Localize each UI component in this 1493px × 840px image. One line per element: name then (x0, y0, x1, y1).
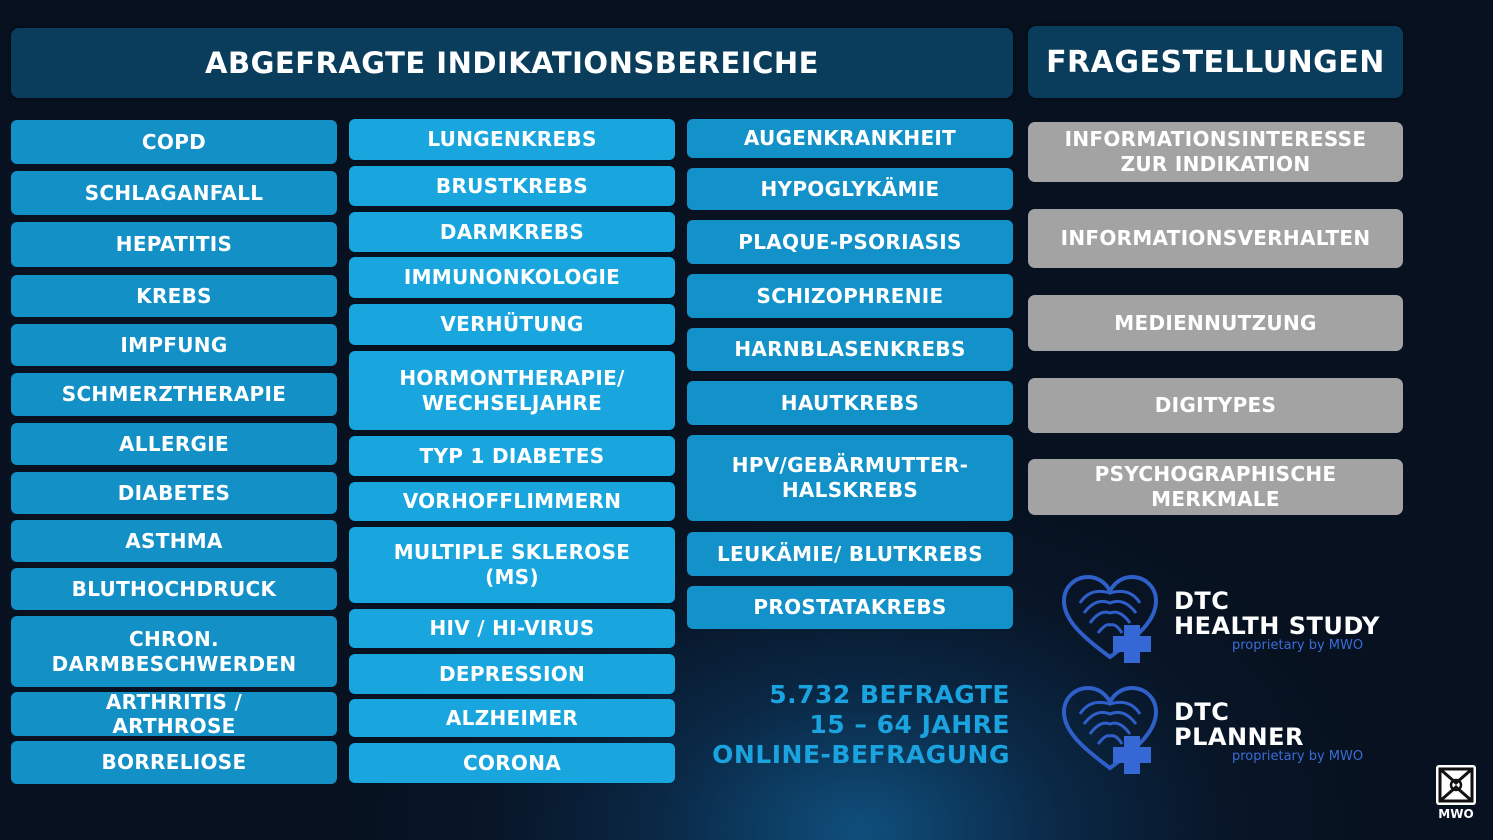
logo-title-line2: PLANNER (1174, 723, 1305, 751)
indication-item: CORONA (349, 743, 675, 783)
indication-item: VORHOFFLIMMERN (349, 482, 675, 521)
indication-item: PROSTATAKREBS (687, 586, 1013, 629)
indication-item: CHRON. DARMBESCHWERDEN (11, 616, 337, 687)
indication-item: ARTHRITIS / ARTHROSE (11, 692, 337, 736)
indication-item: KREBS (11, 275, 337, 317)
indication-item: MULTIPLE SKLEROSE (MS) (349, 527, 675, 603)
dtc-planner-logo (1060, 684, 1390, 774)
indication-item: SCHIZOPHRENIE (687, 274, 1013, 318)
indication-item: LUNGENKREBS (349, 119, 675, 160)
indication-item: HARNBLASENKREBS (687, 328, 1013, 371)
indication-item: HEPATITIS (11, 222, 337, 267)
indication-item: IMPFUNG (11, 324, 337, 366)
indication-item: BLUTHOCHDRUCK (11, 568, 337, 610)
indication-item: COPD (11, 120, 337, 164)
indication-item: HAUTKREBS (687, 381, 1013, 425)
indication-item: VERHÜTUNG (349, 304, 675, 345)
dtc-health-study-logo (1060, 573, 1390, 663)
indications-header-text: ABGEFRAGTE INDIKATIONSBEREICHE (205, 46, 819, 80)
indication-item: PLAQUE-PSORIASIS (687, 220, 1013, 264)
indication-item: DIABETES (11, 472, 337, 514)
logo-tagline: proprietary by MWO (1232, 749, 1364, 764)
questions-header (1028, 26, 1403, 98)
indication-item: AUGENKRANKHEIT (687, 119, 1013, 158)
indication-item: LEUKÄMIE/ BLUTKREBS (687, 532, 1013, 576)
question-item: PSYCHOGRAPHISCHE MERKMALE (1028, 459, 1403, 515)
heart-fingerprint-icon (1060, 684, 1170, 776)
question-item: MEDIENNUTZUNG (1028, 295, 1403, 351)
indication-item: HORMONTHERAPIE/ WECHSELJAHRE (349, 351, 675, 430)
indication-item: BORRELIOSE (11, 741, 337, 784)
indication-item: SCHMERZTHERAPIE (11, 373, 337, 416)
age-range: 15 – 64 JAHRE (809, 710, 1010, 739)
indication-item: BRUSTKREBS (349, 166, 675, 206)
mwo-label: MWO (1438, 807, 1474, 821)
indication-item: ALZHEIMER (349, 699, 675, 737)
indications-header (11, 28, 1013, 98)
mwo-logo-icon (1436, 765, 1476, 805)
question-item: INFORMATIONSVERHALTEN (1028, 209, 1403, 268)
indication-item: ASTHMA (11, 520, 337, 562)
indication-item: HPV/GEBÄRMUTTER- HALSKREBS (687, 435, 1013, 521)
indication-item: HIV / HI-VIRUS (349, 609, 675, 648)
mwo-brand-mark (1434, 765, 1478, 827)
survey-stats (690, 680, 1010, 770)
indication-item: HYPOGLYKÄMIE (687, 168, 1013, 210)
logo-tagline: proprietary by MWO (1232, 638, 1364, 653)
survey-method: ONLINE-BEFRAGUNG (712, 740, 1010, 769)
questions-header-text: FRAGESTELLUNGEN (1046, 44, 1385, 80)
question-item: DIGITYPES (1028, 378, 1403, 433)
indication-item: IMMUNONKOLOGIE (349, 257, 675, 298)
indication-item: DEPRESSION (349, 654, 675, 694)
question-item: INFORMATIONSINTERESSE ZUR INDIKATION (1028, 122, 1403, 182)
indication-item: DARMKREBS (349, 212, 675, 252)
indication-item: SCHLAGANFALL (11, 171, 337, 215)
respondents-count: 5.732 BEFRAGTE (769, 680, 1010, 709)
logo-title-line1: DTC (1174, 587, 1230, 615)
logo-title-line1: DTC (1174, 698, 1230, 726)
heart-fingerprint-icon (1060, 573, 1170, 665)
indication-item: ALLERGIE (11, 423, 337, 465)
indication-item: TYP 1 DIABETES (349, 436, 675, 476)
logo-title-line2: HEALTH STUDY (1174, 612, 1380, 640)
